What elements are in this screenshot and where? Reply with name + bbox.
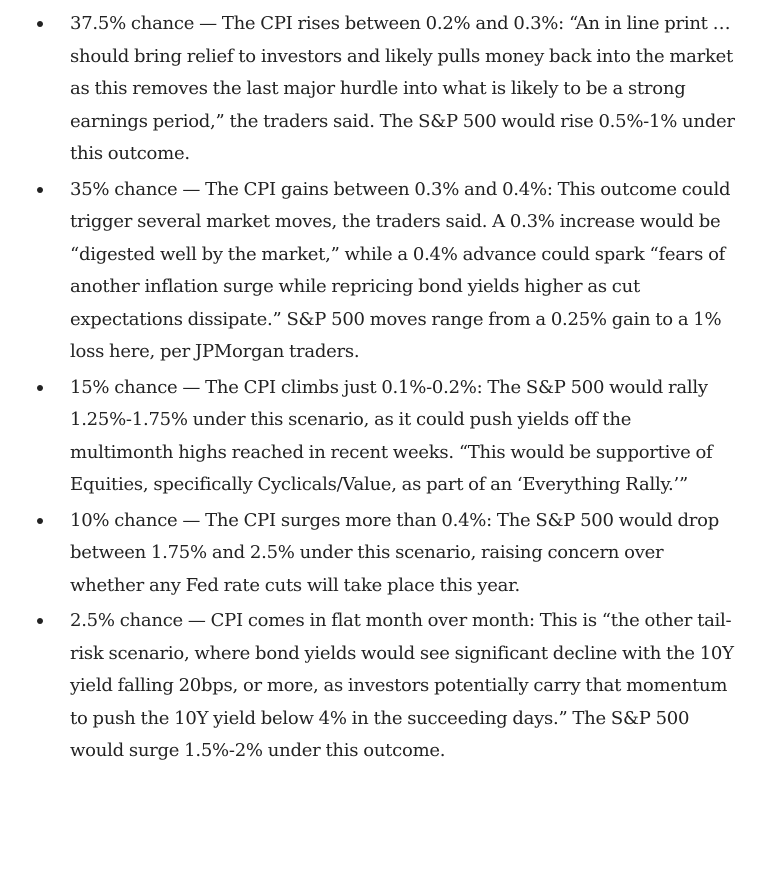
scenario-text: 37.5% chance — The CPI rises between 0.2% and 0.3%: “An in line print … should bring relief to investors and likely pulls money back into the market as this removes the last major hurdle into what is likely to be a strong earnings period,” the traders said. The S&P 500 would rise 0.5%-1% under this outcome. [70, 13, 735, 164]
bullet-icon [37, 385, 43, 391]
scenario-item-1 [70, 8, 739, 171]
scenario-text: 10% chance — The CPI surges more than 0.4%: The S&P 500 would drop between 1.75% and 2.5% under this scenario, raising concern over whether any Fed rate cuts will take place this year. [70, 509, 719, 596]
scenario-text: 15% chance — The CPI climbs just 0.1%-0.2%: The S&P 500 would rally 1.25%-1.75% under this scenario, as it could push yields off the multimonth highs reached in recent weeks. “This would be supportive of Equities, specifically Cyclicals/Value, as part of an ‘Everything Rally.’” [70, 376, 713, 495]
scenario-item-5 [70, 605, 739, 768]
bullet-icon [37, 187, 43, 193]
bullet-icon [37, 518, 43, 524]
scenario-item-4 [70, 505, 739, 603]
scenario-list [70, 8, 739, 768]
bullet-icon [37, 21, 43, 27]
scenario-text: 35% chance — The CPI gains between 0.3% and 0.4%: This outcome could trigger several market moves, the traders said. A 0.3% increase would be “digested well by the market,” while a 0.4% advance could spark “fears of another inflation surge while repricing bond yields higher as cut expectations dissipate.” S&P 500 moves range from a 0.25% gain to a 1% loss here, per JPMorgan traders. [70, 178, 731, 362]
scenario-item-2 [70, 174, 739, 369]
scenario-item-3 [70, 372, 739, 502]
scenario-text: 2.5% chance — CPI comes in flat month over month: This is “the other tail-risk scenario, where bond yields would see significant decline with the 10Y yield falling 20bps, or more, as investors potentially carry that momentum to push the 10Y yield below 4% in the succeeding days.” The S&P 500 would surge 1.5%-2% under this outcome. [70, 610, 734, 761]
bullet-icon [37, 618, 43, 624]
